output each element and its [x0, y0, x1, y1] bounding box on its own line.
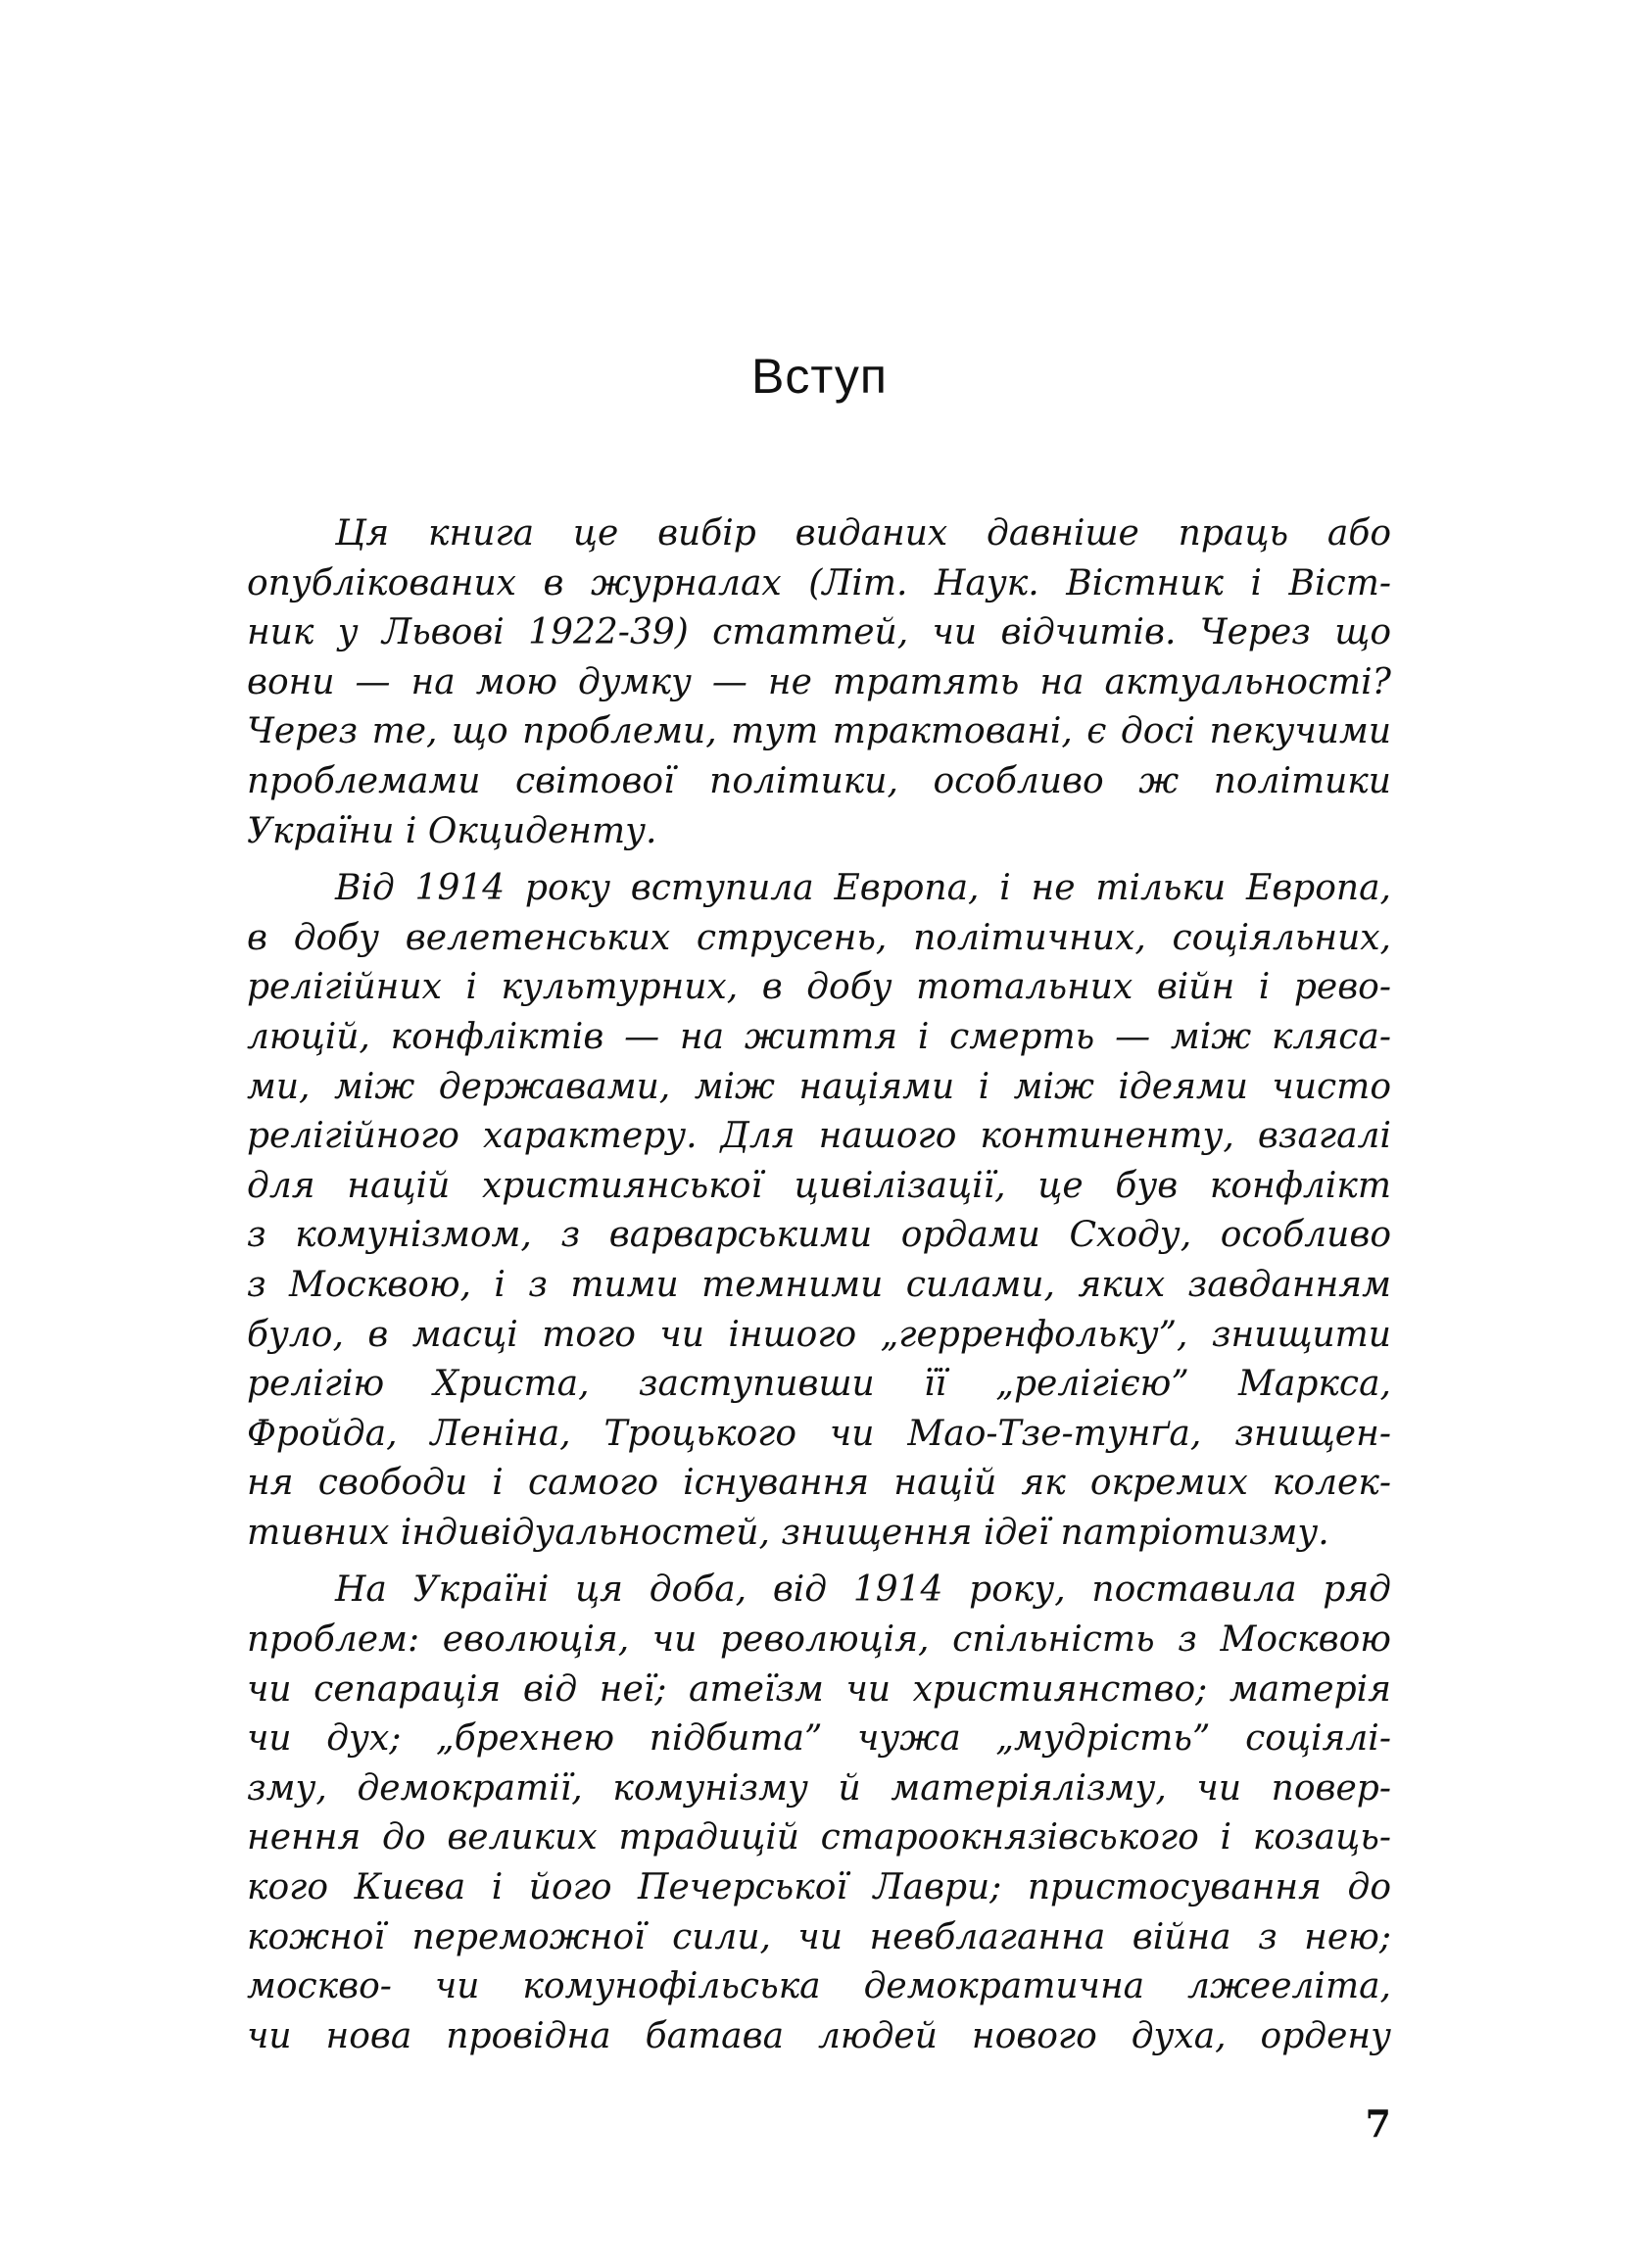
text-line: з Москвою, і з тими темними силами, яких завданням	[247, 1264, 1391, 1305]
page-number: 7	[1365, 2101, 1391, 2146]
text-line: релігію Христа, заступивши її „релігією” Маркса,	[247, 1364, 1391, 1405]
text-line: кого Києва і його Печерської Лаври; пристосування до	[247, 1867, 1391, 1908]
text-line: кожної переможної сили, чи невблаганна війна з нею;	[247, 1916, 1391, 1957]
text-line: України і Окциденту.	[247, 810, 657, 851]
text-line: Фройда, Леніна, Троцького чи Мао-Тзе-тунґа, знищен-	[247, 1413, 1391, 1454]
text-line: в добу велетенських струсень, політичних, соціяльних,	[247, 917, 1391, 958]
text-line: для націй християнської цивілізації, це був конфлікт	[247, 1165, 1391, 1206]
text-line: Через те, що проблеми, тут трактовані, є досі пекучими	[247, 711, 1391, 752]
text-line: було, в масці того чи іншого „герренфольку”, знищити	[247, 1314, 1391, 1355]
text-line: вони — на мою думку — не тратять на актуальності?	[247, 661, 1391, 702]
text-line: люцій, конфліктів — на життя і смерть — між кляса-	[247, 1016, 1391, 1057]
paragraph-2	[247, 864, 1391, 1558]
text-line: ник у Львові 1922-39) статтей, чи відчитів. Через що	[247, 612, 1391, 653]
text-line: чи нова провідна батава людей нового духа, ордену	[247, 2015, 1391, 2056]
text-line: опублікованих в журналах (Літ. Наук. Вістник і Віст-	[247, 562, 1391, 603]
text-line: чи дух; „брехнею підбита” чужа „мудрість” соціялі-	[247, 1718, 1391, 1760]
text-line: з комунізмом, з варварськими ордами Сходу, особливо	[247, 1215, 1391, 1256]
text-line: тивних індивідуальностей, знищення ідеї патріотизму.	[247, 1512, 1329, 1553]
text-line: проблемами світової політики, особливо ж політики	[247, 760, 1391, 801]
text-line: москво- чи комунофільська демократична лжееліта,	[247, 1966, 1391, 2007]
page-title: Вступ	[751, 349, 888, 404]
text-line: релігійних і культурних, в добу тотальних війн і рево-	[247, 967, 1391, 1008]
paragraph-1	[247, 509, 1391, 856]
text-line: зму, демократії, комунізму й матеріялізму, чи повер-	[247, 1767, 1391, 1809]
text-line: Ця книга це вибір виданих давніше праць або	[335, 513, 1391, 554]
text-line: ня свободи і самого існування націй як окремих колек-	[247, 1463, 1391, 1504]
text-line: ми, між державами, між націями і між ідеями чисто	[247, 1066, 1391, 1107]
text-line: Від 1914 року вступила Европа, і не тільки Европа,	[335, 868, 1391, 909]
text-line: чи сепарація від неї; атеїзм чи християнство; матерія	[247, 1668, 1391, 1710]
text-line: На Україні ця доба, від 1914 року, поставила ряд	[335, 1569, 1391, 1611]
text-line: релігійного характеру. Для нашого континенту, взагалі	[247, 1116, 1391, 1157]
paragraph-3	[247, 1566, 1391, 2061]
text-line: нення до великих традицій староокнязівського і козаць-	[247, 1817, 1391, 1858]
text-line: проблем: еволюція, чи революція, спільність з Москвою	[247, 1619, 1391, 1661]
body-text	[247, 509, 1391, 2069]
